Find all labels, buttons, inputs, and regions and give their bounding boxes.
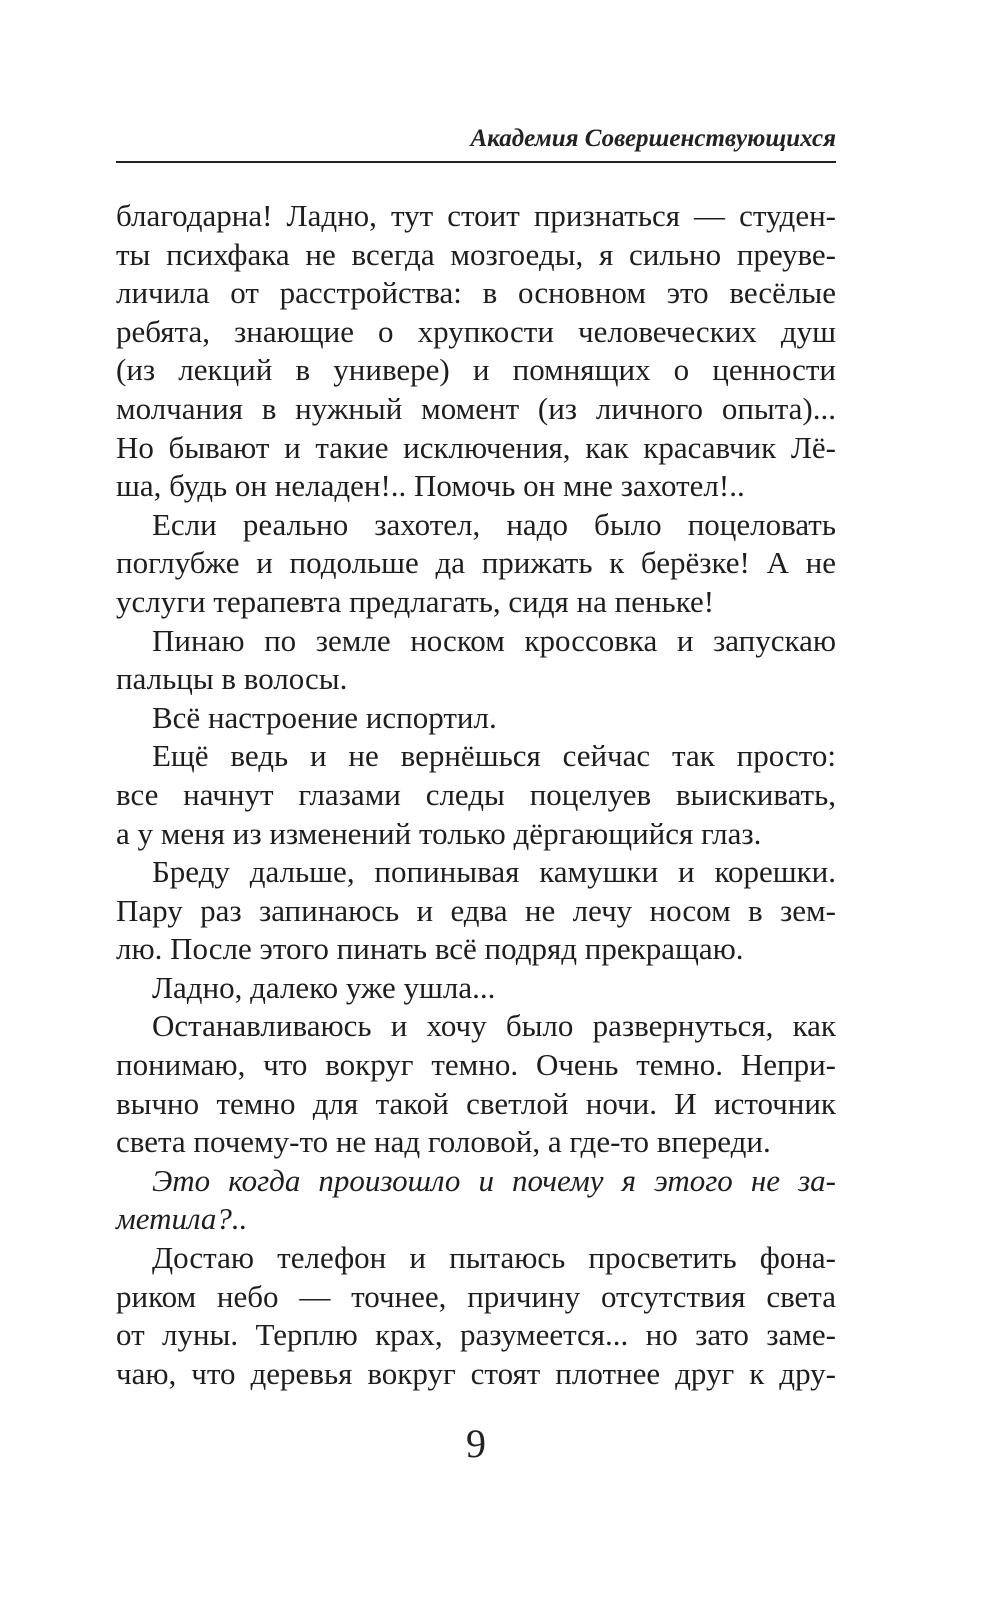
- text-line: Ладно, далеко уже ушла...: [152, 969, 496, 1005]
- text-line: услуги терапевта предлагать, сидя на пеньке!: [116, 583, 715, 619]
- text-line: молчания в нужный момент (из личного опыта)...: [116, 390, 836, 426]
- text-line: вычно темно для такой светлой ночи. И источник: [116, 1085, 836, 1121]
- text-line: благодарна! Ладно, тут стоит признаться — студен-: [116, 198, 836, 233]
- header-rule: [116, 161, 836, 163]
- text-line: поглубже и подольше да прижать к берёзке! А не: [116, 545, 836, 581]
- text-line: Всё настроение испортил.: [152, 699, 497, 735]
- text-line: Останавливаюсь и хочу было развернуться, как: [152, 1008, 836, 1044]
- text-line: света почему-то не над головой, а где-то впереди.: [116, 1124, 771, 1160]
- text-line: ша, будь он неладен!.. Помочь он мне захотел!..: [116, 468, 745, 504]
- page-number: 9: [466, 1421, 486, 1466]
- text-line: Но бывают и такие исключения, как красавчик Лё-: [116, 429, 836, 465]
- text-line: метила?..: [116, 1201, 248, 1237]
- running-head-title: Академия Совершенствующихся: [470, 125, 836, 152]
- text-line: пальцы в волосы.: [116, 661, 348, 697]
- text-line: а у меня из изменений только дёргающийся глаз.: [116, 815, 762, 851]
- text-line: понимаю, что вокруг темно. Очень темно. Непри-: [116, 1047, 836, 1083]
- text-line: Это когда произошло и почему я этого не за-: [152, 1162, 836, 1198]
- text-line: Пинаю по земле носком кроссовка и запускаю: [152, 622, 836, 658]
- text-line: лю. После этого пинать всё подряд прекращаю.: [116, 931, 744, 967]
- text-line: чаю, что деревья вокруг стоят плотнее друг к дру-: [116, 1355, 836, 1391]
- text-line: ты психфака не всегда мозгоеды, я сильно преуве-: [116, 236, 836, 272]
- text-line: Если реально захотел, надо было поцеловать: [152, 506, 836, 542]
- text-line: (из лекций в универе) и помнящих о ценности: [116, 352, 836, 388]
- text-line: Достаю телефон и пытаюсь просветить фона-: [152, 1240, 836, 1276]
- text-line: личила от расстройства: в основном это весёлые: [116, 275, 836, 311]
- body-text: [116, 197, 836, 1393]
- text-line: Бреду дальше, попинывая камушки и корешки.: [152, 854, 836, 890]
- text-line: все начнут глазами следы поцелуев выискивать,: [116, 776, 836, 812]
- text-line: от луны. Терплю крах, разумеется... но зато заме-: [116, 1317, 836, 1353]
- text-line: риком небо — точнее, причину отсутствия света: [116, 1278, 836, 1314]
- text-line: Пару раз запинаюсь и едва не лечу носом в зем-: [116, 892, 836, 928]
- text-line: ребята, знающие о хрупкости человеческих душ: [116, 313, 836, 349]
- text-line: Ещё ведь и не вернёшься сейчас так просто:: [152, 738, 836, 774]
